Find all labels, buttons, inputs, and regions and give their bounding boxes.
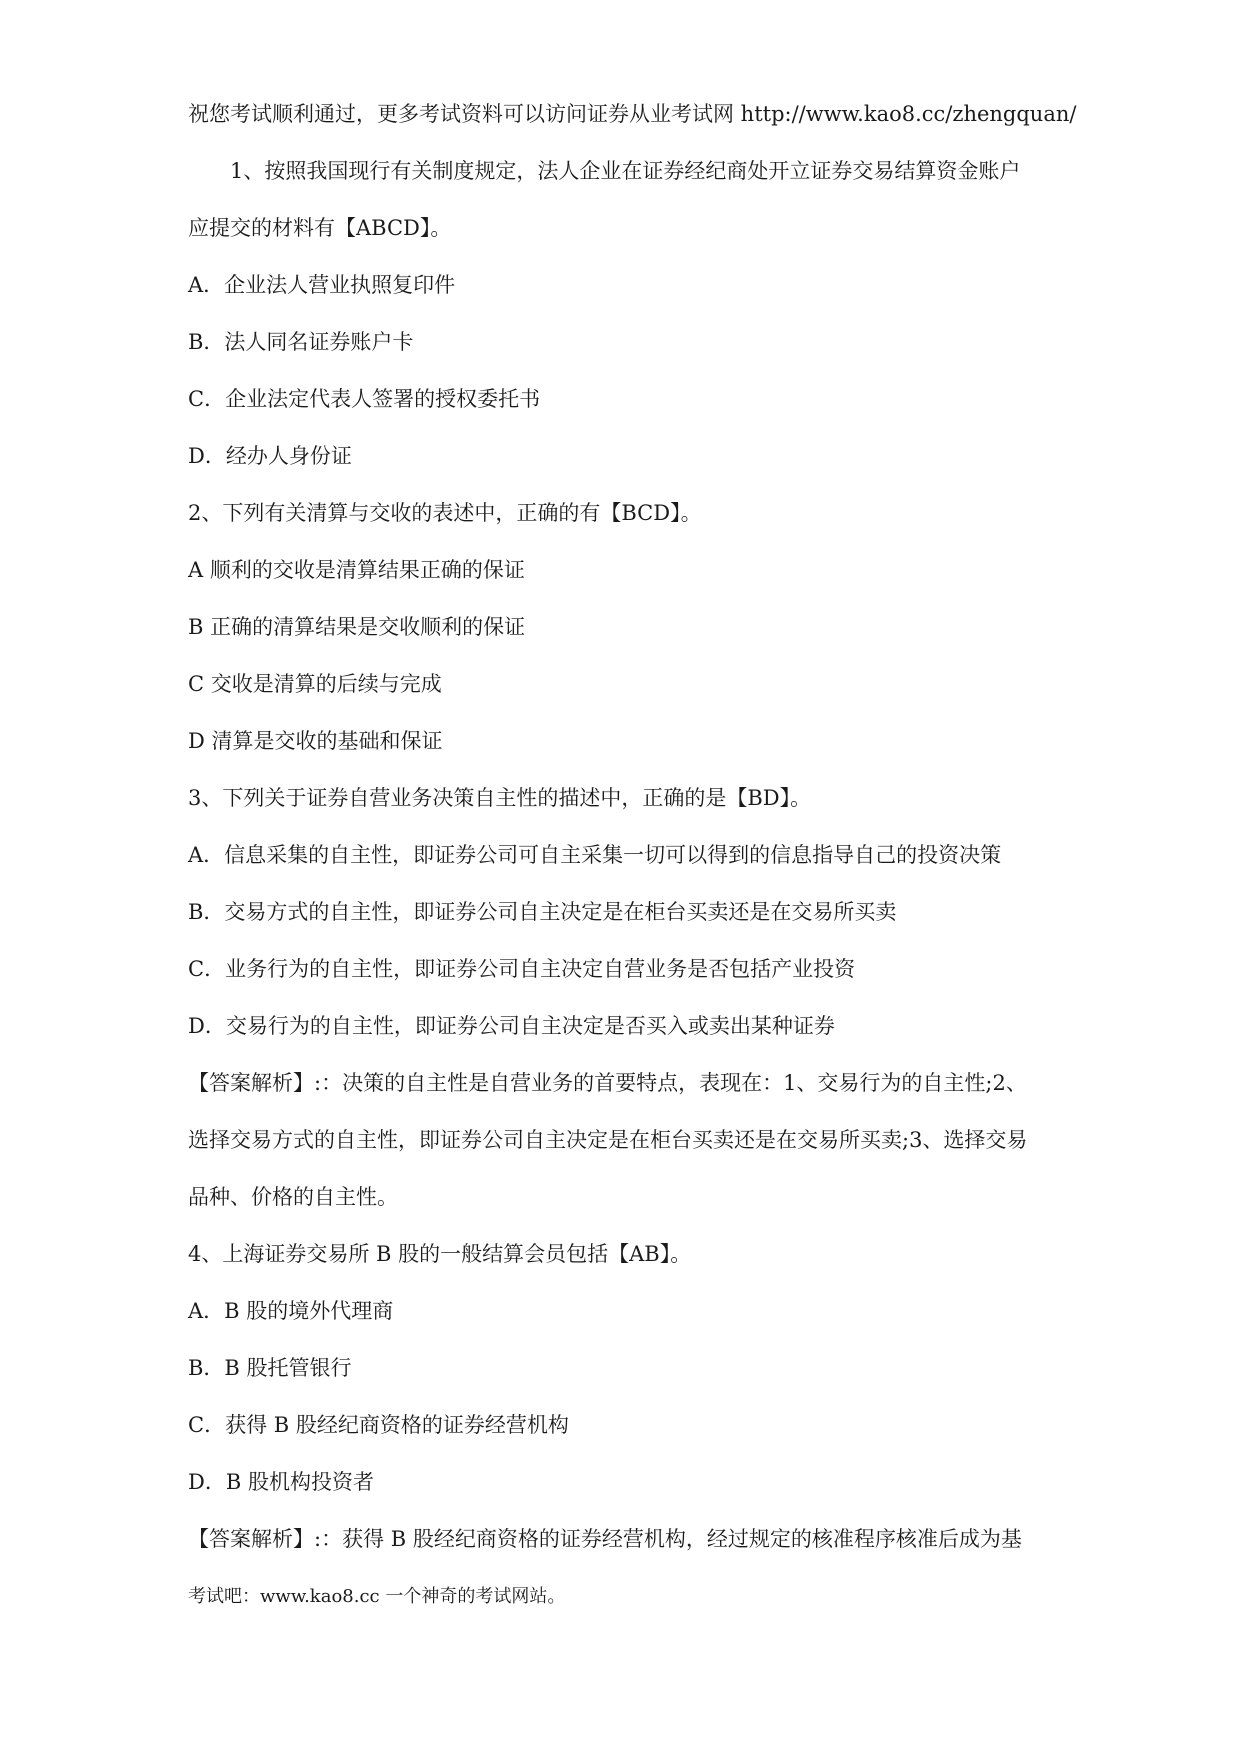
question-2-stem: 2、下列有关清算与交收的表述中，正确的有【BCD】。	[188, 501, 702, 525]
question-1-option-b: B．法人同名证券账户卡	[188, 330, 414, 354]
question-2-option-a: A 顺利的交收是清算结果正确的保证	[188, 558, 525, 582]
question-3-option-a: A．信息采集的自主性，即证券公司可自主采集一切可以得到的信息指导自己的投资决策	[188, 843, 1002, 867]
question-4-option-d: D．B 股机构投资者	[188, 1470, 374, 1494]
question-3-explanation-end: 品种、价格的自主性。	[188, 1185, 398, 1209]
question-1-option-c: C．企业法定代表人签署的授权委托书	[188, 387, 541, 411]
question-1-stem-cont: 应提交的材料有【ABCD】。	[188, 216, 452, 240]
question-3-option-b: B．交易方式的自主性，即证券公司自主决定是在柜台买卖还是在交易所买卖	[188, 900, 897, 924]
question-3-option-c: C．业务行为的自主性，即证券公司自主决定自营业务是否包括产业投资	[188, 957, 856, 981]
question-3-explanation: 【答案解析】:：决策的自主性是自营业务的首要特点，表现在：1、交易行为的自主性;2、	[188, 1071, 1027, 1095]
footer-text: 考试吧：www.kao8.cc 一个神奇的考试网站。	[188, 1586, 566, 1607]
question-4-explanation: 【答案解析】:：获得 B 股经纪商资格的证券经营机构，经过规定的核准程序核准后成为基	[188, 1527, 1022, 1551]
question-3-explanation-cont: 选择交易方式的自主性，即证券公司自主决定是在柜台买卖还是在交易所买卖;3、选择交易	[188, 1128, 1028, 1152]
question-4-option-c: C．获得 B 股经纪商资格的证券经营机构	[188, 1413, 569, 1437]
question-1-stem: 1、按照我国现行有关制度规定，法人企业在证券经纪商处开立证券交易结算资金账户	[230, 159, 1021, 183]
question-3-option-d: D．交易行为的自主性，即证券公司自主决定是否买入或卖出某种证券	[188, 1014, 835, 1038]
question-3-stem: 3、下列关于证券自营业务决策自主性的描述中，正确的是【BD】。	[188, 786, 812, 810]
question-1-option-a: A．企业法人营业执照复印件	[188, 273, 456, 297]
question-4-stem: 4、上海证券交易所 B 股的一般结算会员包括【AB】。	[188, 1242, 692, 1266]
question-4-option-b: B．B 股托管银行	[188, 1356, 352, 1380]
question-2-option-b: B 正确的清算结果是交收顺利的保证	[188, 615, 526, 639]
question-2-option-c: C 交收是清算的后续与完成	[188, 672, 442, 696]
question-2-option-d: D 清算是交收的基础和保证	[188, 729, 443, 753]
question-1-option-d: D．经办人身份证	[188, 444, 352, 468]
question-4-option-a: A．B 股的境外代理商	[188, 1299, 394, 1323]
header-text: 祝您考试顺利通过，更多考试资料可以访问证券从业考试网 http://www.kao8.cc/zhengquan/	[188, 102, 1077, 126]
